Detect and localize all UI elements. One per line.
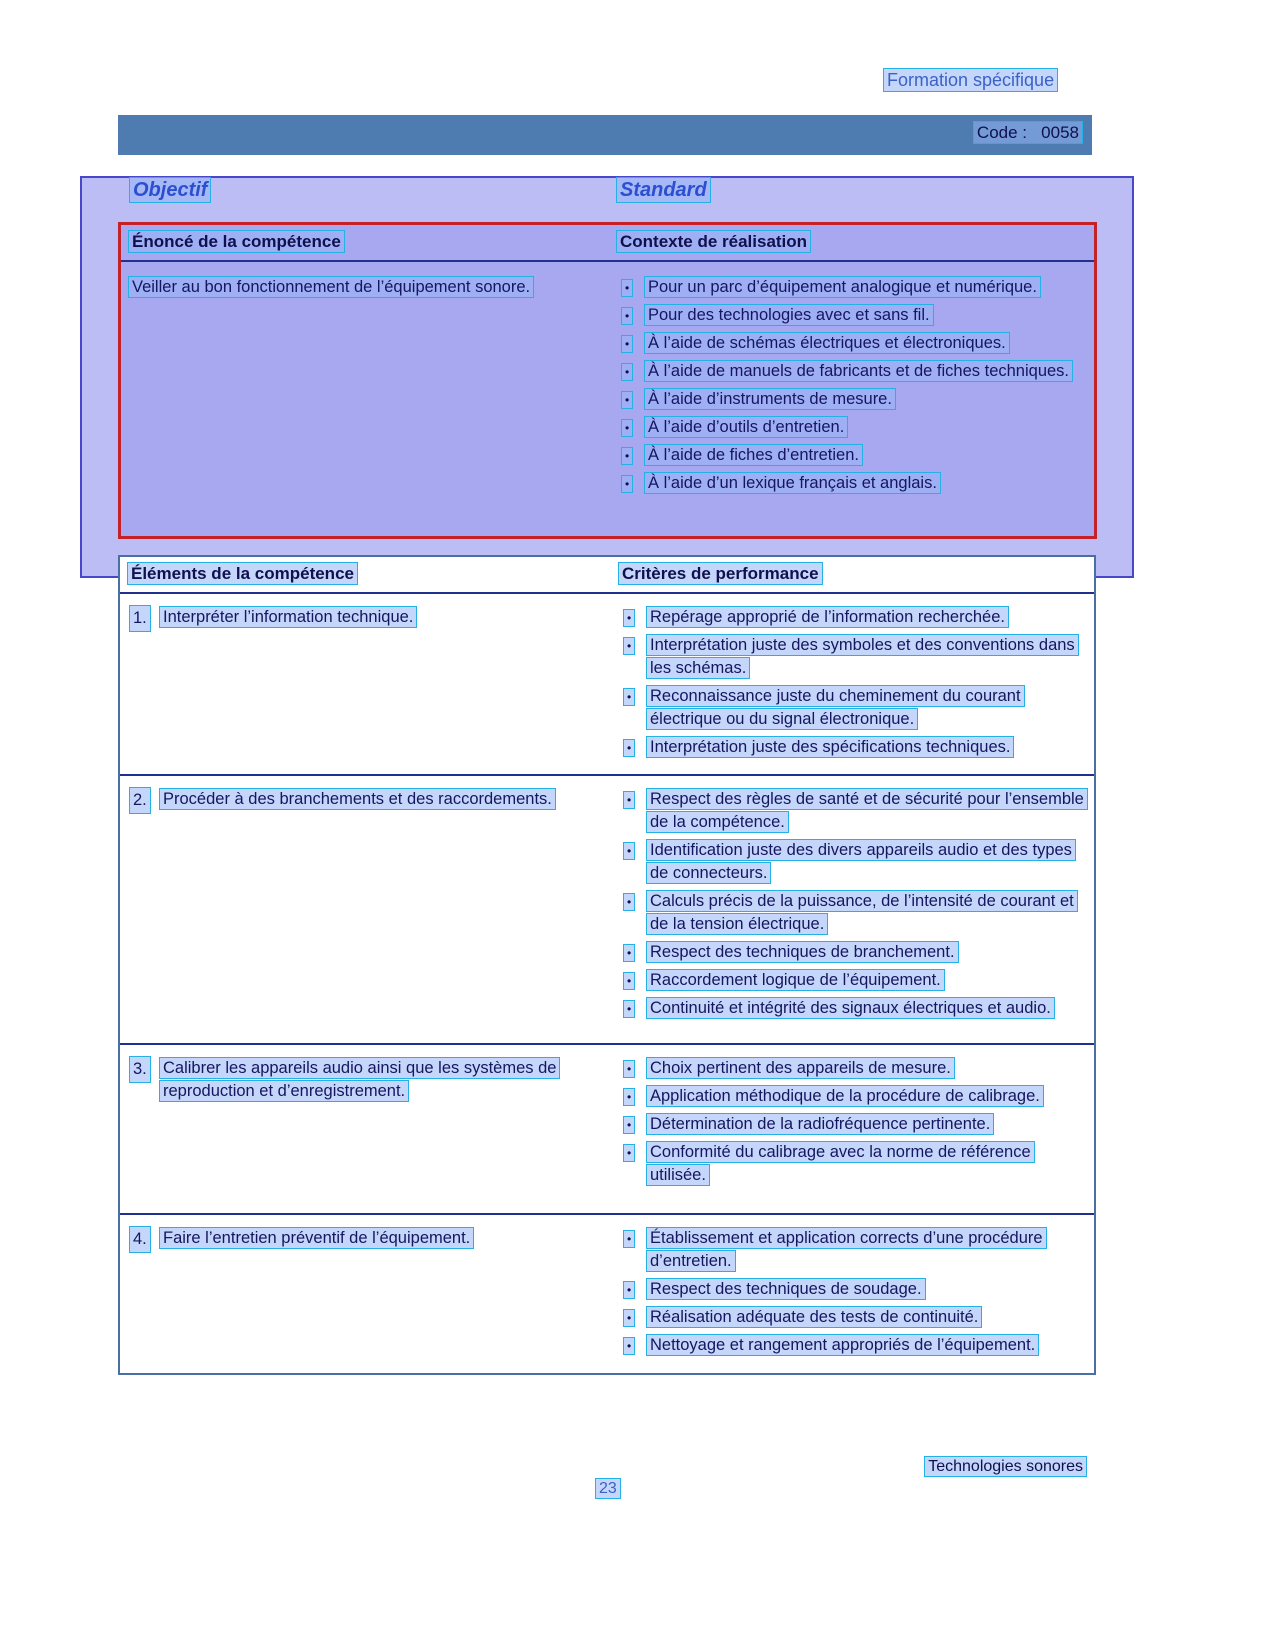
context-item-text: À l’aide de fiches d’entretien. bbox=[645, 445, 862, 465]
bullet-icon: • bbox=[624, 635, 634, 658]
list-item bbox=[619, 1085, 1086, 1108]
list-item bbox=[619, 839, 1086, 885]
criterion-text: Raccordement logique de l’équipement. bbox=[647, 970, 944, 990]
element-number: 1. bbox=[130, 606, 150, 631]
page-number-text: 23 bbox=[596, 1479, 620, 1498]
criteria-list bbox=[619, 776, 1094, 1043]
element-cell bbox=[120, 1215, 619, 1373]
criterion-text: Respect des techniques de branchement. bbox=[647, 942, 958, 962]
bullet-icon: • bbox=[622, 303, 632, 329]
criteria-header-cell bbox=[619, 557, 1094, 592]
criteria-list bbox=[619, 1215, 1094, 1373]
criterion-text: Établissement et application corrects d’une procédure d’entretien. bbox=[647, 1228, 1046, 1271]
context-item-text: À l’aide de manuels de fabricants et de fiches techniques. bbox=[645, 361, 1072, 381]
context-item-text: À l’aide de schémas électriques et électroniques. bbox=[645, 333, 1009, 353]
bullet-icon: • bbox=[622, 415, 632, 441]
list-item bbox=[619, 1334, 1086, 1357]
criterion-text: Respect des règles de santé et de sécurité pour l’ensemble de la compétence. bbox=[647, 789, 1087, 832]
list-item bbox=[617, 386, 1082, 412]
context-header-label: Contexte de réalisation bbox=[617, 231, 810, 252]
competence-statement-cell bbox=[121, 262, 617, 498]
competence-table bbox=[118, 222, 1097, 539]
bullet-icon: • bbox=[622, 387, 632, 413]
criteria-list bbox=[619, 594, 1094, 774]
element-number: 4. bbox=[130, 1227, 150, 1252]
list-item bbox=[617, 302, 1082, 328]
criterion-text: Détermination de la radiofréquence pertinente. bbox=[647, 1114, 993, 1134]
element-text: Calibrer les appareils audio ainsi que les systèmes de reproduction et d’enregistrement. bbox=[160, 1058, 559, 1101]
element-text: Faire l’entretien préventif de l’équipement. bbox=[160, 1228, 473, 1248]
table-row bbox=[120, 1215, 1094, 1373]
elements-header-label: Éléments de la compétence bbox=[128, 563, 357, 584]
context-list bbox=[617, 262, 1094, 498]
bullet-icon: • bbox=[622, 359, 632, 385]
element-text: Procéder à des branchements et des raccordements. bbox=[160, 789, 555, 809]
objectif-heading bbox=[130, 179, 210, 202]
bullet-icon: • bbox=[622, 331, 632, 357]
list-item bbox=[619, 736, 1086, 759]
list-item bbox=[619, 941, 1086, 964]
list-item bbox=[619, 997, 1086, 1020]
bullet-icon: • bbox=[624, 840, 634, 863]
section-tag-label: Formation spécifique bbox=[884, 69, 1057, 91]
list-item bbox=[619, 788, 1086, 834]
competence-table-header-row bbox=[121, 225, 1094, 262]
context-header-cell bbox=[617, 225, 1094, 260]
elements-header-cell bbox=[120, 557, 619, 592]
list-item bbox=[619, 1141, 1086, 1187]
list-item bbox=[619, 1113, 1086, 1136]
list-item bbox=[619, 890, 1086, 936]
bullet-icon: • bbox=[624, 942, 634, 965]
bullet-icon: • bbox=[622, 275, 632, 301]
list-item bbox=[617, 442, 1082, 468]
table-row bbox=[120, 776, 1094, 1045]
element-cell bbox=[120, 594, 619, 774]
footer-program-text: Technologies sonores bbox=[925, 1457, 1086, 1476]
criterion-text: Repérage approprié de l’information recherchée. bbox=[647, 607, 1008, 627]
criterion-text: Continuité et intégrité des signaux électriques et audio. bbox=[647, 998, 1054, 1018]
bullet-icon: • bbox=[624, 970, 634, 993]
context-item-text: À l’aide d’un lexique français et anglais. bbox=[645, 473, 940, 493]
criterion-text: Calculs précis de la puissance, de l’intensité de courant et de la tension électrique. bbox=[647, 891, 1077, 934]
criterion-text: Choix pertinent des appareils de mesure. bbox=[647, 1058, 954, 1078]
bullet-icon: • bbox=[624, 1114, 634, 1137]
list-item bbox=[619, 969, 1086, 992]
list-item bbox=[619, 1278, 1086, 1301]
code-label-wrap bbox=[974, 123, 1082, 143]
table-row bbox=[120, 1045, 1094, 1215]
bullet-icon: • bbox=[624, 1228, 634, 1251]
criterion-text: Réalisation adéquate des tests de continuité. bbox=[647, 1307, 981, 1327]
criterion-text: Interprétation juste des symboles et des conventions dans les schémas. bbox=[647, 635, 1078, 678]
element-number: 2. bbox=[130, 788, 150, 813]
elements-table bbox=[118, 555, 1096, 1375]
table-row bbox=[120, 594, 1094, 776]
code-header-bar bbox=[118, 115, 1092, 155]
bullet-icon: • bbox=[624, 1142, 634, 1165]
context-item-text: Pour un parc d’équipement analogique et numérique. bbox=[645, 277, 1040, 297]
element-text: Interpréter l’information technique. bbox=[160, 607, 416, 627]
bullet-icon: • bbox=[624, 998, 634, 1021]
element-cell bbox=[120, 1045, 619, 1213]
competence-header-label: Énoncé de la compétence bbox=[129, 231, 344, 252]
bullet-icon: • bbox=[624, 1058, 634, 1081]
competence-statement: Veiller au bon fonctionnement de l’équipement sonore. bbox=[129, 277, 533, 297]
competence-table-body-row bbox=[121, 262, 1094, 498]
list-item bbox=[617, 330, 1082, 356]
criterion-text: Application méthodique de la procédure de calibrage. bbox=[647, 1086, 1043, 1106]
list-item bbox=[619, 1227, 1086, 1273]
element-number: 3. bbox=[130, 1057, 150, 1082]
criterion-text: Identification juste des divers appareils audio et des types de connecteurs. bbox=[647, 840, 1075, 883]
bullet-icon: • bbox=[624, 686, 634, 709]
elements-table-header-row bbox=[120, 557, 1094, 594]
criteria-list bbox=[619, 1045, 1094, 1213]
page-number bbox=[596, 1480, 620, 1498]
footer-program-label bbox=[925, 1458, 1086, 1476]
list-item bbox=[619, 685, 1086, 731]
bullet-icon: • bbox=[622, 443, 632, 469]
bullet-icon: • bbox=[624, 1307, 634, 1330]
bullet-icon: • bbox=[622, 471, 632, 497]
document-section-tag bbox=[884, 70, 1057, 91]
criterion-text: Conformité du calibrage avec la norme de référence utilisée. bbox=[647, 1142, 1034, 1185]
bullet-icon: • bbox=[624, 789, 634, 812]
objectif-heading-label: Objectif bbox=[130, 178, 210, 202]
list-item bbox=[617, 358, 1082, 384]
list-item bbox=[617, 274, 1082, 300]
list-item bbox=[619, 606, 1086, 629]
bullet-icon: • bbox=[624, 607, 634, 630]
criterion-text: Respect des techniques de soudage. bbox=[647, 1279, 925, 1299]
context-item-text: À l’aide d’outils d’entretien. bbox=[645, 417, 847, 437]
bullet-icon: • bbox=[624, 737, 634, 760]
objective-standard-panel bbox=[80, 176, 1134, 578]
bullet-icon: • bbox=[624, 1335, 634, 1358]
list-item bbox=[619, 1306, 1086, 1329]
context-item-text: À l’aide d’instruments de mesure. bbox=[645, 389, 895, 409]
bullet-icon: • bbox=[624, 891, 634, 914]
standard-heading-label: Standard bbox=[617, 178, 710, 202]
criterion-text: Nettoyage et rangement appropriés de l’équipement. bbox=[647, 1335, 1038, 1355]
code-label: Code : 0058 bbox=[974, 122, 1082, 143]
criterion-text: Reconnaissance juste du cheminement du courant électrique ou du signal électronique. bbox=[647, 686, 1024, 729]
criterion-text: Interprétation juste des spécifications techniques. bbox=[647, 737, 1013, 757]
standard-heading bbox=[617, 179, 710, 202]
competence-header-cell bbox=[121, 225, 617, 260]
list-item bbox=[617, 414, 1082, 440]
bullet-icon: • bbox=[624, 1086, 634, 1109]
list-item bbox=[617, 470, 1082, 496]
criteria-header-label: Critères de performance bbox=[619, 563, 822, 584]
bullet-icon: • bbox=[624, 1279, 634, 1302]
list-item bbox=[619, 1057, 1086, 1080]
context-item-text: Pour des technologies avec et sans fil. bbox=[645, 305, 933, 325]
list-item bbox=[619, 634, 1086, 680]
element-cell bbox=[120, 776, 619, 1043]
